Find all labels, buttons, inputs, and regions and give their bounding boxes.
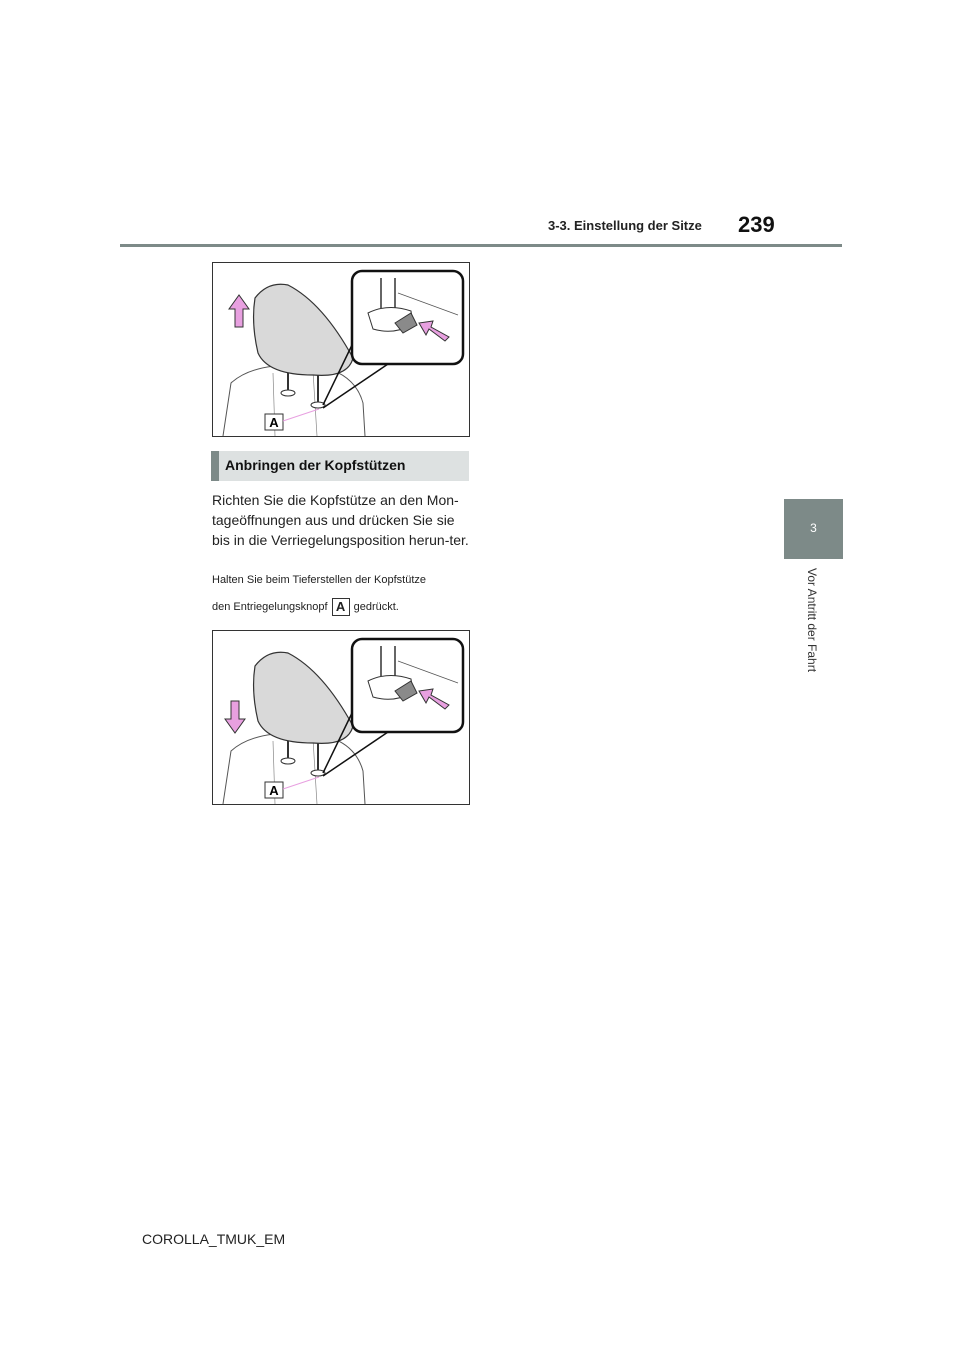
chapter-tab	[784, 499, 843, 559]
section-title: 3-3. Einstellung der Sitze	[548, 218, 702, 233]
note-text-before: den Entriegelungsknopf	[212, 600, 328, 613]
note-line-2	[212, 598, 399, 616]
headrest-raise-illustration	[212, 262, 470, 437]
note-line-1: Halten Sie beim Tieferstellen der Kopfstütze	[212, 574, 427, 586]
headrest-raise-drawing	[213, 263, 469, 436]
header-rule	[120, 244, 842, 247]
footer-code: COROLLA_TMUK_EM	[142, 1231, 286, 1247]
release-button-label: A	[332, 598, 350, 616]
chapter-number: 3	[810, 521, 817, 535]
note-text-after: gedrückt.	[353, 600, 399, 613]
section-heading: Anbringen der Kopfstützen	[225, 457, 406, 473]
body-paragraph: Richten Sie die Kopfstütze an den Mon-tageöffnungen aus und drücken Sie sie bis in die Verriegelungsposition herun-ter.	[212, 492, 469, 548]
callout-label: A	[269, 415, 279, 430]
chapter-side-label: Vor Antritt der Fahrt	[805, 568, 819, 673]
heading-accent	[211, 451, 219, 481]
headrest-lower-illustration	[212, 630, 470, 805]
page-number: 239	[738, 212, 775, 237]
headrest-lower-drawing	[213, 631, 469, 804]
callout-label: A	[269, 783, 279, 798]
